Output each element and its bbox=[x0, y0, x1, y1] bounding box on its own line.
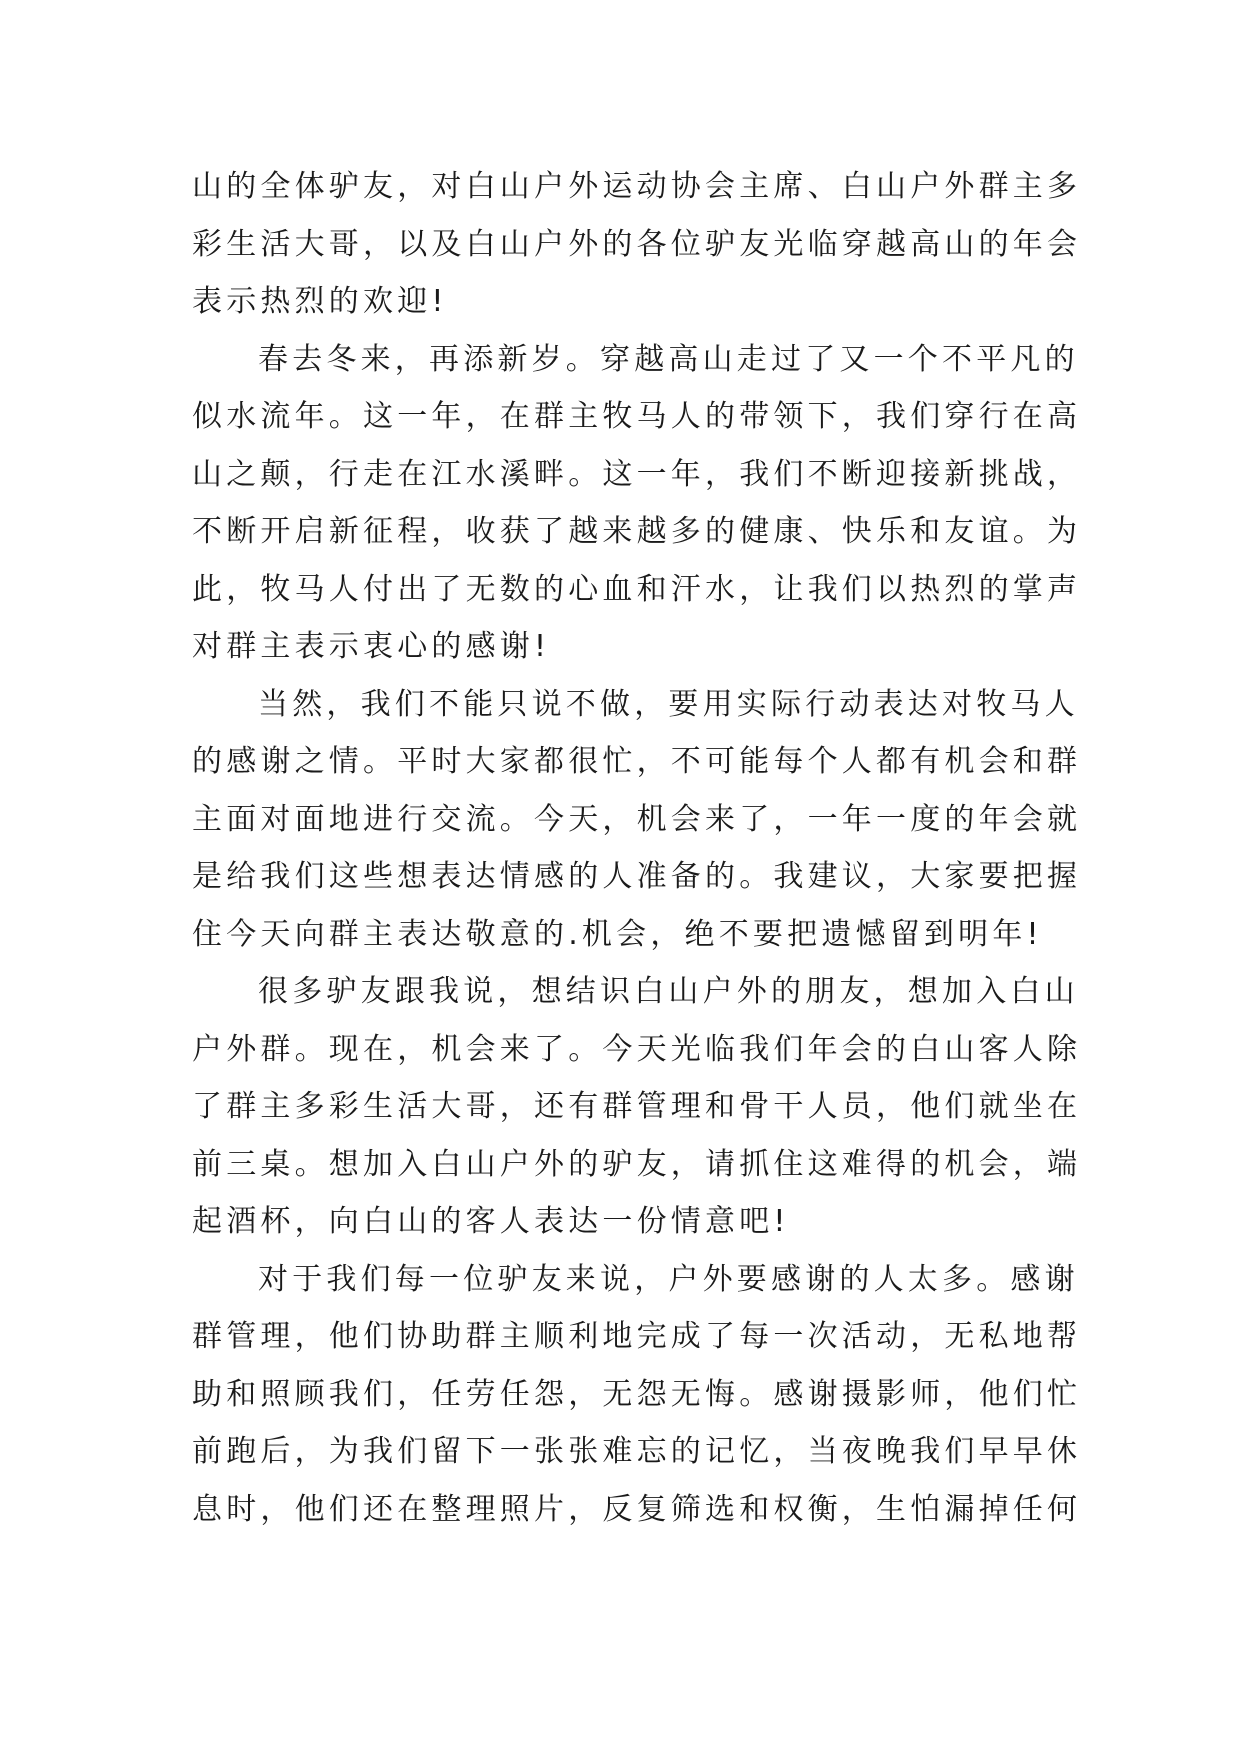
text-line: 山的全体驴友，对白山户外运动协会主席、白山户外群主多 bbox=[192, 169, 1082, 204]
text-line: 前跑后，为我们留下一张张难忘的记忆，当夜晚我们早早休 bbox=[192, 1434, 1082, 1469]
text-line: 此，牧马人付出了无数的心血和汗水，让我们以热烈的掌声 bbox=[192, 571, 1082, 607]
text-line: 不断开启新征程，收获了越来越多的健康、快乐和友谊。为 bbox=[192, 514, 1082, 549]
text-line: 起酒杯，向白山的客人表达一份情意吧! bbox=[192, 1204, 790, 1239]
text-line: 表示热烈的欢迎! bbox=[192, 284, 448, 319]
text-line: 的感谢之情。平时大家都很忙，不可能每个人都有机会和群 bbox=[192, 744, 1082, 779]
paragraph-1 bbox=[192, 158, 1082, 331]
text-line: 息时，他们还在整理照片，反复筛选和权衡，生怕漏掉任何 bbox=[192, 1491, 1082, 1527]
text-line: 似水流年。这一年，在群主牧马人的带领下，我们穿行在高 bbox=[192, 399, 1082, 434]
text-line: 户外群。现在，机会来了。今天光临我们年会的白山客人除 bbox=[192, 1031, 1082, 1067]
text-line: 对群主表示衷心的感谢! bbox=[192, 629, 551, 664]
text-line: 群管理，他们协助群主顺利地完成了每一次活动，无私地帮 bbox=[192, 1319, 1082, 1354]
text-line: 是给我们这些想表达情感的人准备的。我建议，大家要把握 bbox=[192, 859, 1082, 894]
text-line: 助和照顾我们，任劳任怨，无怨无悔。感谢摄影师，他们忙 bbox=[192, 1376, 1082, 1412]
text-line: 山之颠，行走在江水溪畔。这一年，我们不断迎接新挑战， bbox=[192, 456, 1082, 492]
text-line: 主面对面地进行交流。今天，机会来了，一年一度的年会就 bbox=[192, 801, 1082, 837]
paragraph-3 bbox=[192, 676, 1082, 964]
text-line: 前三桌。想加入白山户外的驴友，请抓住这难得的机会，端 bbox=[192, 1146, 1082, 1182]
text-line: 春去冬来，再添新岁。穿越高山走过了又一个不平凡的 bbox=[258, 341, 1079, 377]
text-line: 彩生活大哥，以及白山户外的各位驴友光临穿越高山的年会 bbox=[192, 226, 1082, 262]
paragraph-2 bbox=[192, 331, 1082, 676]
text-line: 住今天向群主表达敬意的.机会，绝不要把遗憾留到明年! bbox=[192, 916, 1043, 952]
document-body bbox=[192, 158, 1082, 1538]
text-line: 很多驴友跟我说，想结识白山户外的朋友，想加入白山 bbox=[258, 974, 1079, 1009]
text-line: 了群主多彩生活大哥，还有群管理和骨干人员，他们就坐在 bbox=[192, 1089, 1082, 1124]
paragraph-4 bbox=[192, 963, 1082, 1251]
paragraph-5 bbox=[192, 1251, 1082, 1539]
text-line: 对于我们每一位驴友来说，户外要感谢的人太多。感谢 bbox=[258, 1261, 1079, 1297]
text-line: 当然，我们不能只说不做，要用实际行动表达对牧马人 bbox=[258, 686, 1079, 722]
